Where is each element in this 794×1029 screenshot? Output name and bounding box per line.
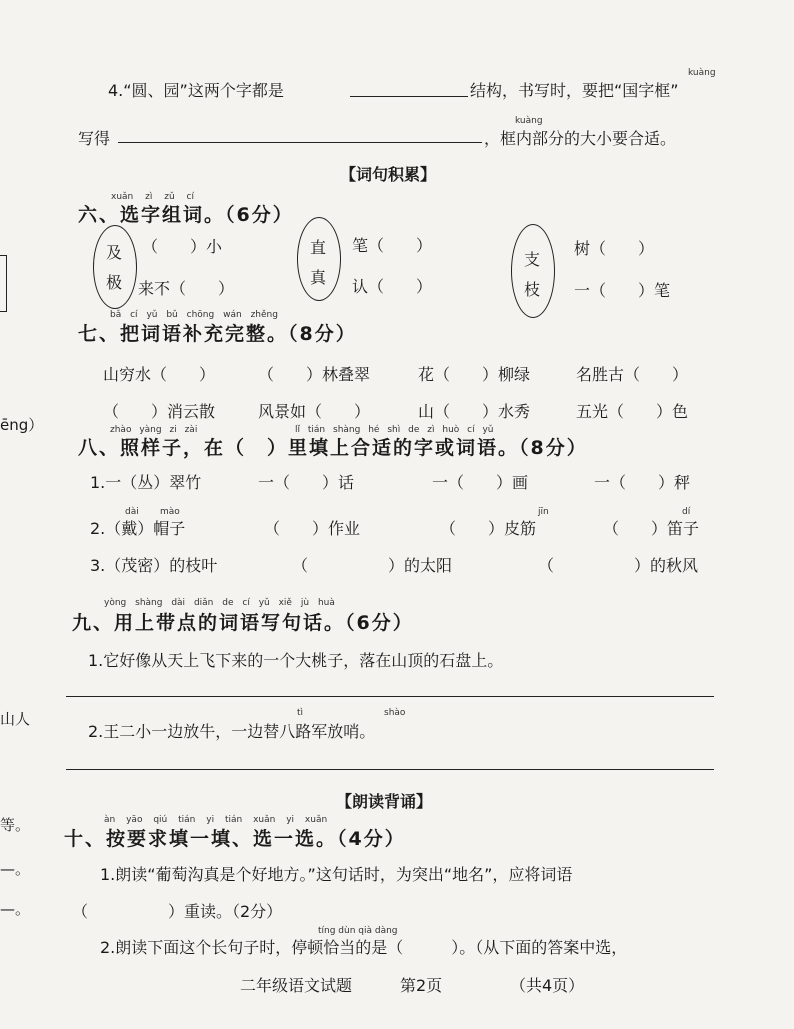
q7-pinyin: bǎ cí yǔ bǔ chōng wán zhěng [110, 310, 278, 320]
q6-char: 极 [106, 273, 123, 292]
margin-fragment: —。 [0, 900, 31, 918]
q8-item[interactable]: （ ）的秋风 [538, 556, 699, 575]
section-heading-ciju: 【词句积累】 [340, 165, 437, 184]
q8-item[interactable]: 一（ ）画 [432, 473, 529, 492]
q6-char: 及 [106, 243, 123, 262]
q6-char: 枝 [524, 280, 541, 299]
q7-item[interactable]: 山穷水（ ） [103, 365, 216, 384]
q9-pinyin: yòng shàng dài diǎn de cí yǔ xiě jù huà [104, 598, 335, 608]
margin-fragment: —。 [0, 860, 31, 878]
q6-title: 六、选字组词。（6分） [78, 204, 294, 226]
q4-line1-start: 4.“圆、园”这两个字都是 [108, 81, 284, 100]
q9-answer-line-2[interactable] [66, 769, 714, 770]
q8-item[interactable]: （ ）皮筋 [440, 519, 537, 538]
q7-item[interactable]: （ ）消云散 [103, 402, 216, 421]
q9-sentence-1: 1.它好像从天上飞下来的一个大桃子，落在山顶的石盘上。 [88, 651, 504, 670]
q4-blank-structure[interactable] [350, 96, 468, 97]
q6-char-oval [511, 224, 555, 318]
q9-pinyin-shao: shào [384, 708, 406, 718]
q4-blank-write[interactable] [118, 142, 482, 143]
q6-char: 真 [310, 268, 327, 287]
q10-part-1-blank[interactable]: （ ）重读。（2分） [72, 902, 283, 921]
q10-pinyin: àn yāo qiú tián yi tián xuǎn yi xuǎn [104, 815, 328, 825]
q6-char: 直 [310, 238, 327, 257]
q10-pinyin-tingdun: tíng dùn qià dàng [318, 926, 398, 936]
q9-answer-line-1[interactable] [66, 696, 714, 697]
margin-fragment: 等。 [0, 816, 31, 834]
q6-char: 支 [524, 250, 541, 269]
q6-item[interactable]: 来不（ ） [138, 279, 235, 298]
margin-fragment: ēng） [0, 416, 44, 434]
q6-item[interactable]: 树（ ） [574, 239, 655, 258]
section-heading-langdu: 【朗读背诵】 [336, 792, 433, 811]
q6-item[interactable]: 笔（ ） [352, 236, 433, 255]
footer-exam-title: 二年级语文试题 [240, 976, 353, 995]
q6-item[interactable]: 认（ ） [352, 277, 433, 296]
q8-item[interactable]: （ ）的太阳 [292, 556, 453, 575]
q8-item[interactable]: 一（ ）话 [258, 473, 355, 492]
q8-pinyin-mao: mào [160, 507, 180, 517]
q9-pinyin-ti: tì [297, 708, 304, 718]
q7-item[interactable]: 山（ ）水秀 [418, 402, 531, 421]
q6-pinyin: xuǎn zì zǔ cí [111, 192, 194, 202]
q4-line1-end: 结构，书写时，要把“国字框” [470, 81, 679, 100]
q6-item[interactable]: （ ）小 [142, 237, 223, 256]
q10-part-2: 2.朗读下面这个长句子时，停顿恰当的是（ ）。（从下面的答案中选， [100, 938, 628, 957]
q8-pinyin-di: dí [682, 507, 691, 517]
q6-char-oval [93, 225, 137, 309]
q8-pinyin: lǐ tián shàng hé shì de zì huò cí yǔ [295, 425, 494, 435]
q7-item[interactable]: 花（ ）柳绿 [418, 365, 531, 384]
margin-fragment: 山人 [0, 710, 31, 728]
q8-item: 2.（戴）帽子 [90, 519, 186, 538]
q7-item[interactable]: 名胜古（ ） [576, 365, 689, 384]
q8-pinyin-dai: dài [125, 507, 139, 517]
q8-title: 八、照样子，在（ ）里填上合适的字或词语。（8分） [78, 437, 588, 459]
q4-line2-start: 写得 [78, 129, 111, 148]
q4-line2-end: ，框内部分的大小要合适。 [484, 129, 677, 148]
q6-item[interactable]: 一（ ）笔 [574, 281, 671, 300]
q8-item: 1.一（丛）翠竹 [90, 473, 202, 492]
q7-item[interactable]: （ ）林叠翠 [258, 365, 371, 384]
q8-pinyin: zhào yàng zi zài [110, 425, 198, 435]
q4-pinyin-kuang: kuàng [688, 68, 716, 78]
q8-item[interactable]: （ ）作业 [264, 519, 361, 538]
q10-part-1: 1.朗读“葡萄沟真是个好地方。”这句话时，为突出“地名”，应将词语 [100, 865, 573, 884]
q9-title: 九、用上带点的词语写句话。（6分） [72, 612, 414, 634]
q9-sentence-2: 2.王二小一边放牛，一边替八路军放哨。 [88, 722, 376, 741]
q7-item[interactable]: 风景如（ ） [258, 402, 371, 421]
q8-item[interactable]: （ ）笛子 [603, 519, 700, 538]
q7-title: 七、把词语补充完整。（8分） [78, 323, 357, 345]
q10-title: 十、按要求填一填、选一选。（4分） [64, 828, 406, 850]
q6-char-oval [297, 217, 341, 301]
footer-page-number: 第2页 [400, 976, 443, 995]
q8-item: 3.（茂密）的枝叶 [90, 556, 218, 575]
footer-total-pages: （共4页） [510, 976, 585, 995]
margin-bracket [0, 255, 7, 312]
q7-item[interactable]: 五光（ ）色 [576, 402, 689, 421]
q8-pinyin-jin: jīn [538, 507, 549, 517]
q8-item[interactable]: 一（ ）秤 [594, 473, 691, 492]
q4-pinyin-kuang-2: kuàng [515, 116, 543, 126]
